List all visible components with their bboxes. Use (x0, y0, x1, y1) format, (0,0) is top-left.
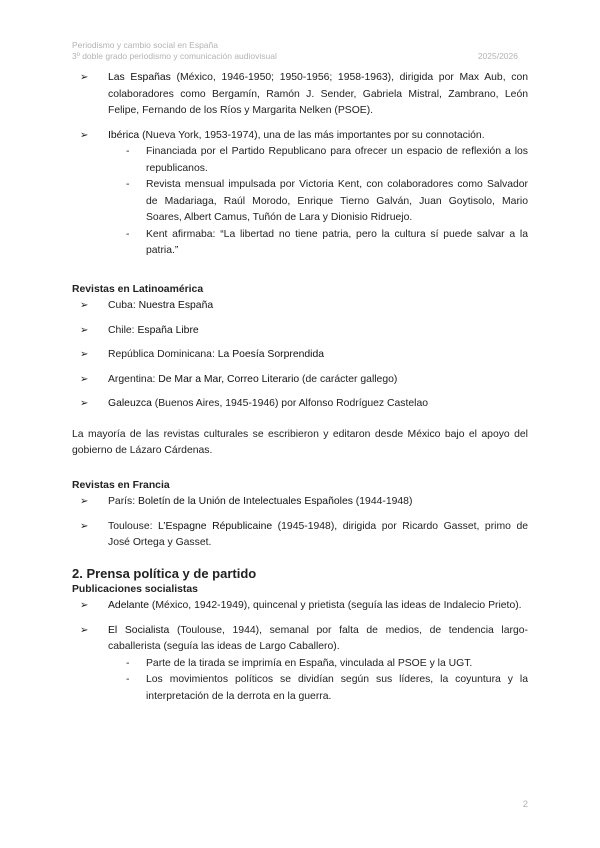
dash-bullet: - (126, 146, 130, 157)
arrow-bullet-icon: ➢ (80, 624, 89, 636)
heading-publicaciones-socialistas: Publicaciones socialistas (72, 583, 198, 595)
bullet-text: (Buenos Aires, 1945-1946) por Alfonso Rodríguez Castelao (151, 398, 429, 409)
arrow-bullet-icon: ➢ (80, 520, 89, 532)
bullet-latam-cuba (72, 298, 528, 315)
heading-francia: Revistas en Francia (72, 479, 170, 491)
bullet-text: (1944-1948) (352, 496, 413, 507)
bullet-adelante (72, 598, 528, 615)
sub-bullet-text: Los movimientos políticos se dividían según sus líderes, la coyuntura y la interpretación de la derrota en la guerra. (146, 674, 528, 702)
bullet-francia-paris (72, 494, 528, 511)
magazine-name: Ibérica (108, 129, 140, 141)
arrow-bullet-icon: ➢ (80, 129, 89, 141)
sub-bullet-text: Kent afirmaba: “La libertad no tiene patria, pero la cultura sí puede salvar a la patria.” (146, 228, 528, 256)
magazine-name: Nuestra España (138, 300, 214, 311)
mexico-paragraph: La mayoría de las revistas culturales se escribieron y editaron desde México bajo el apoyo del gobierno de Lázaro Cárdenas. (72, 428, 528, 456)
country-label: Chile: (108, 324, 138, 336)
arrow-bullet-icon: ➢ (80, 324, 89, 336)
bullet-francia-toulouse (72, 519, 528, 552)
magazine-name: El Socialista (108, 624, 170, 636)
page-number: 2 (522, 799, 528, 810)
section-title: 2. Prensa política y de partido (72, 565, 257, 581)
dash-bullet: - (126, 228, 130, 240)
header-degree: 3º doble grado periodismo y comunicación audiovisual (72, 51, 277, 61)
city-label: París: (108, 496, 139, 507)
country-label: República Dominicana: (108, 349, 218, 360)
dash-bullet: - (126, 179, 130, 190)
magazine-name: La Poesía Sorprendida (217, 349, 325, 360)
country-label: Cuba: (108, 300, 139, 311)
city-label: Toulouse: (108, 520, 159, 532)
country-label: Argentina: (108, 373, 159, 385)
header-course-title: Periodismo y cambio social en España (72, 40, 218, 50)
arrow-bullet-icon: ➢ (80, 373, 89, 385)
dash-bullet: - (126, 657, 130, 669)
bullet-text: (1945-1948), dirigida por Ricardo Gasset, primo de José Ortega y Gasset. (108, 520, 528, 548)
sub-bullet (72, 144, 528, 177)
sub-bullet-text: Financiada por el Partido Republicano para ofrecer un espacio de reflexión a los republicanos. (146, 146, 528, 174)
magazine-name: De Mar a Mar, Correo Literario (158, 373, 300, 385)
document-body (72, 70, 528, 705)
heading-latinoamerica: Revistas en Latinoamérica (72, 283, 204, 295)
arrow-bullet-icon: ➢ (80, 300, 89, 311)
magazine-name: Boletín de la Unión de Intelectuales Españoles (138, 496, 353, 507)
magazine-name: Galeuzca (108, 398, 152, 409)
sub-bullet (72, 227, 528, 260)
bullet-text: (México, 1946-1950; 1950-1956; 1958-1963), dirigida por Max Aub, con colaboradores como Bergamín, Ramón J. Sender, Gabriela Mistral, Zambrano, León Felipe, Fernando de los Ríos y Margarita Nelken (PSOE). (108, 72, 528, 116)
magazine-name: España Libre (137, 324, 199, 336)
bullet-iberica (72, 128, 528, 145)
arrow-bullet-icon: ➢ (80, 398, 89, 409)
magazine-name: Adelante (108, 600, 150, 611)
dash-bullet: - (126, 674, 130, 685)
sub-bullet (72, 656, 528, 673)
magazine-name: L’Espagne Républicaine (158, 520, 273, 532)
bullet-text: (de carácter gallego) (299, 373, 398, 385)
bullet-las-espanas (72, 70, 528, 120)
arrow-bullet-icon: ➢ (80, 496, 89, 507)
bullet-latam-galeuzca (72, 396, 528, 413)
header-year: 2025/2026 (477, 51, 518, 61)
arrow-bullet-icon: ➢ (80, 600, 89, 611)
sub-bullet (72, 672, 528, 705)
sub-bullet-text: Revista mensual impulsada por Victoria Kent, con colaboradores como Salvador de Madariaga, Raúl Morodo, Enrique Tierno Galván, Juan Goytisolo, Mario Soares, Albert Camus, Tuñón de Lara y Dionisio Ridruejo. (146, 179, 528, 223)
bullet-text: (Toulouse, 1944), semanal por falta de medios, de tendencia largo-caballerista (seguía las ideas de Largo Caballero). (108, 624, 529, 652)
arrow-bullet-icon: ➢ (80, 72, 89, 83)
sub-bullet (72, 177, 528, 227)
bullet-latam-chile (72, 323, 528, 340)
arrow-bullet-icon: ➢ (80, 349, 89, 360)
bullet-text: (México, 1942-1949), quincenal y prietista (seguía las ideas de Indalecio Prieto). (149, 600, 522, 611)
bullet-text: (Nueva York, 1953-1974), una de las más importantes por su connotación. (139, 129, 485, 141)
sub-bullet-text: Parte de la tirada se imprimía en España, vinculada al PSOE y la UGT. (146, 657, 473, 669)
bullet-latam-dominicana (72, 347, 528, 364)
magazine-name: Las Españas (108, 72, 171, 83)
bullet-latam-argentina (72, 372, 528, 389)
bullet-el-socialista (72, 623, 528, 656)
